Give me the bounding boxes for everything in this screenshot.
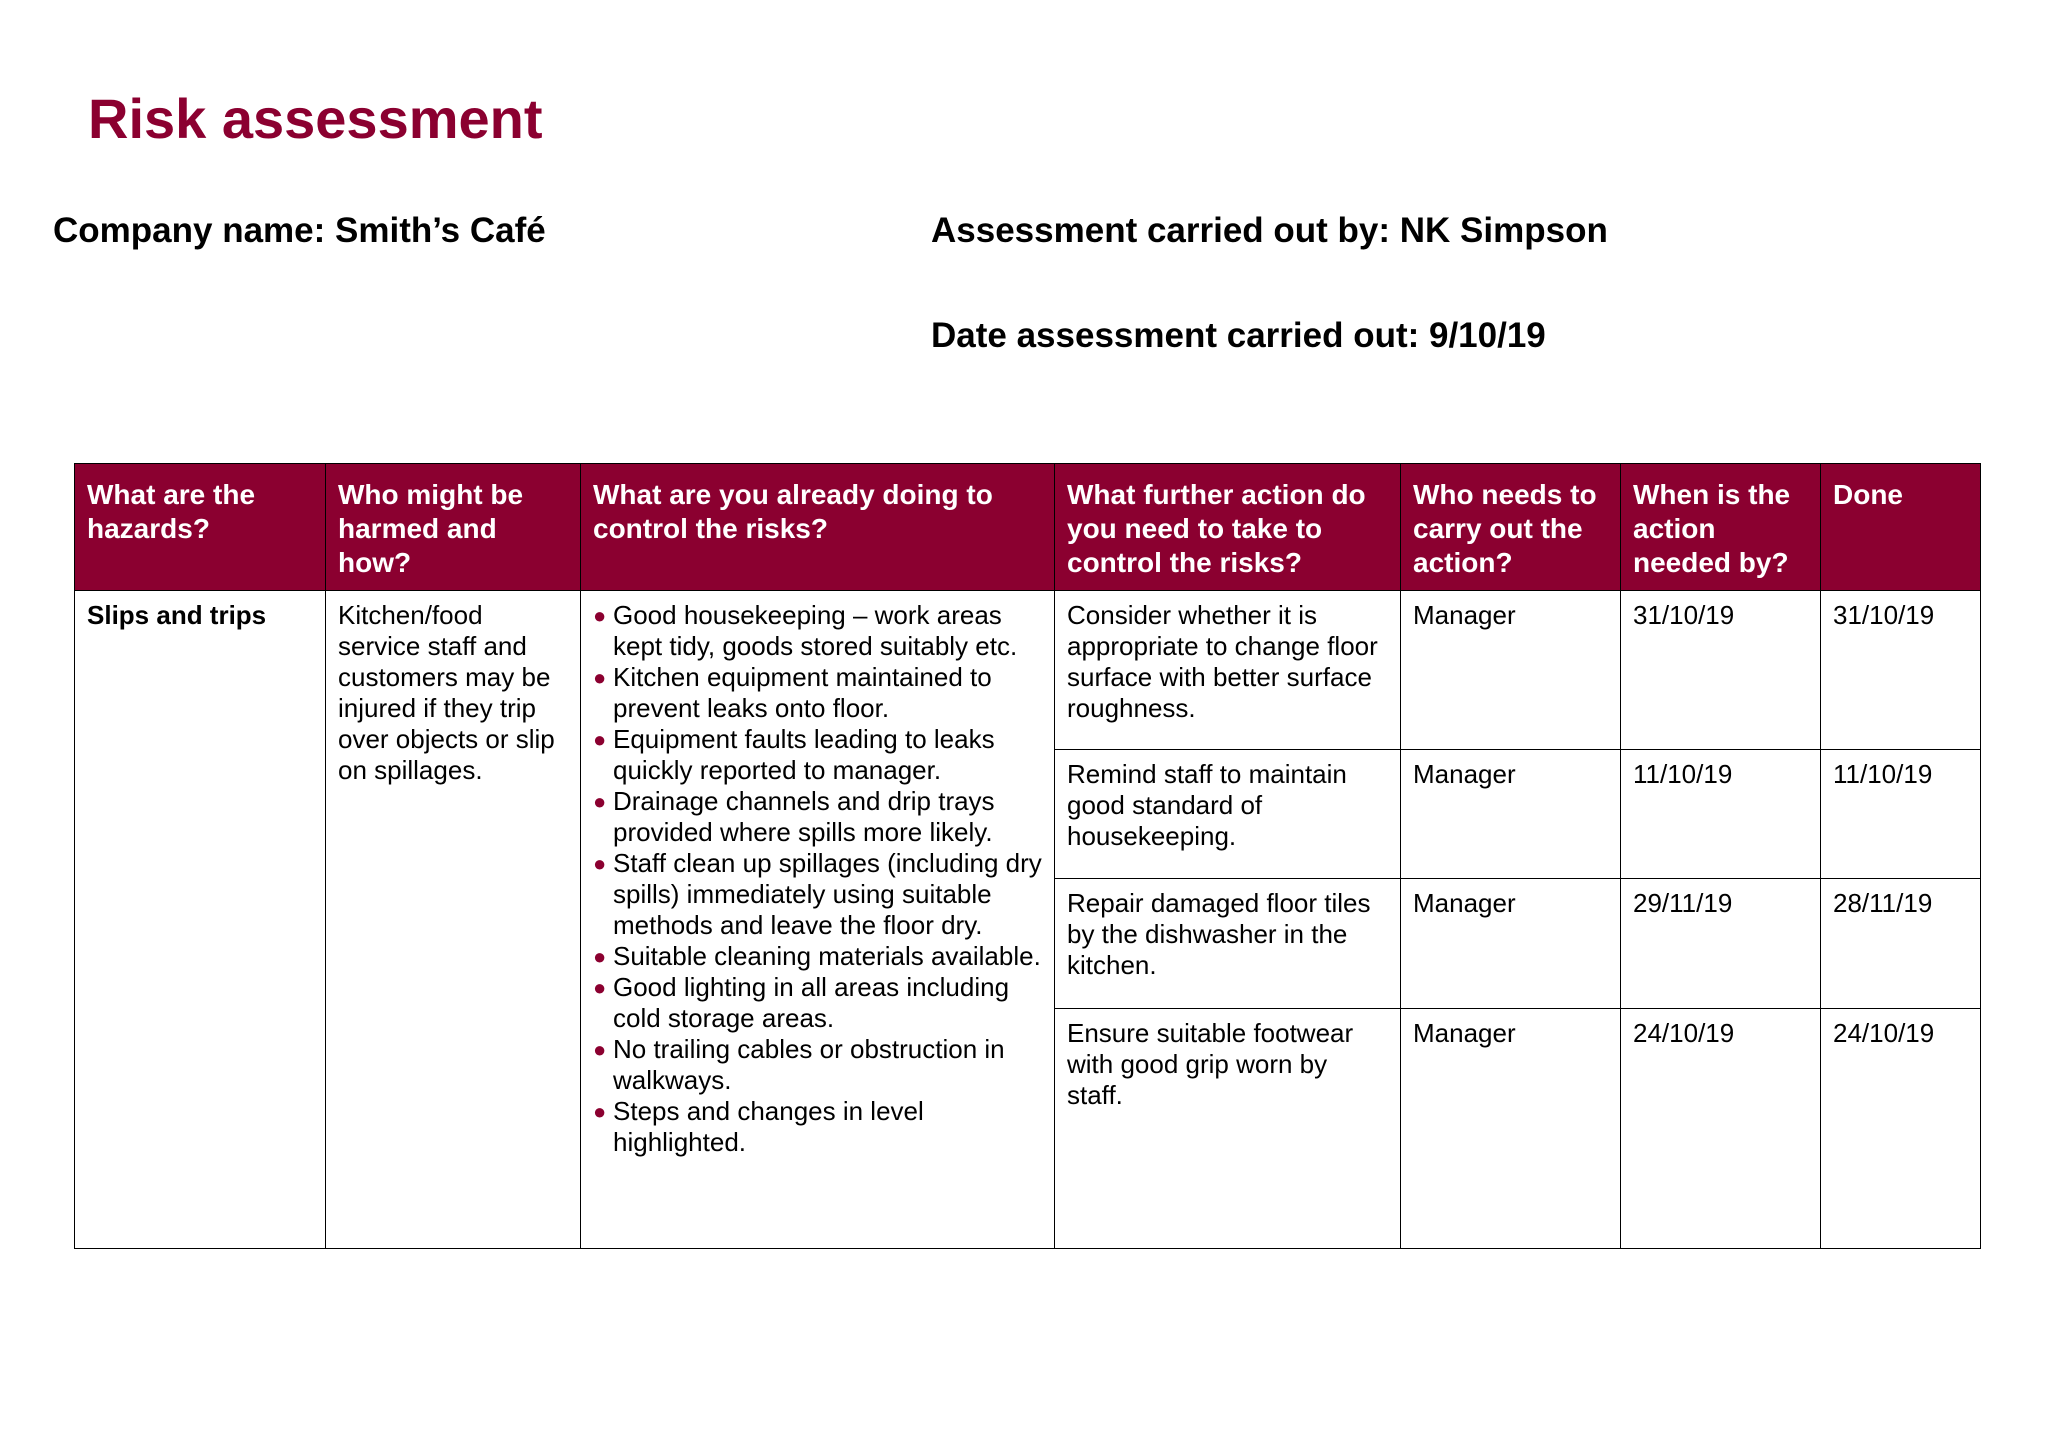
page-title: Risk assessment — [88, 87, 543, 150]
bullet-icon: ● — [593, 603, 607, 628]
header-done: Done — [1821, 464, 1981, 591]
who-cell: Manager — [1401, 591, 1621, 750]
list-item: ● Good housekeeping – work areas kept tidy, goods stored suitably etc. — [593, 600, 1018, 661]
list-item: ● Staff clean up spillages (including dry spills) immediately using suitable methods and leave the floor dry. — [593, 848, 1042, 940]
company-name: Company name: Smith’s Café — [53, 211, 546, 250]
list-item: ● Suitable cleaning materials available. — [593, 941, 1041, 971]
header-further-action: What further action do you need to take to control the risks? — [1055, 464, 1401, 591]
bullet-icon: ● — [593, 975, 607, 1000]
who-cell: Manager — [1401, 879, 1621, 1009]
when-cell: 24/10/19 — [1621, 1009, 1821, 1249]
who-cell: Manager — [1401, 750, 1621, 879]
when-cell: 31/10/19 — [1621, 591, 1821, 750]
bullet-icon: ● — [593, 727, 607, 752]
bullet-icon: ● — [593, 665, 607, 690]
done-cell: 31/10/19 — [1821, 591, 1981, 750]
bullet-icon: ● — [593, 1099, 607, 1124]
table-row — [75, 591, 1981, 750]
header-row — [75, 464, 1981, 591]
action-cell: Consider whether it is appropriate to change floor surface with better surface roughness. — [1055, 591, 1401, 750]
when-cell: 29/11/19 — [1621, 879, 1821, 1009]
bullet-icon: ● — [593, 851, 607, 876]
bullet-icon: ● — [593, 1037, 607, 1062]
controls-cell — [581, 591, 1055, 1249]
action-cell: Repair damaged floor tiles by the dishwasher in the kitchen. — [1055, 879, 1401, 1009]
list-item: ● Steps and changes in level highlighted. — [593, 1096, 924, 1157]
table-header — [75, 464, 1981, 591]
risk-table — [74, 463, 1981, 1249]
assessor: Assessment carried out by: NK Simpson — [931, 211, 1608, 250]
header-current-controls: What are you already doing to control the risks? — [581, 464, 1055, 591]
bullet-icon: ● — [593, 944, 607, 969]
header-hazards: What are the hazards? — [75, 464, 326, 591]
when-cell: 11/10/19 — [1621, 750, 1821, 879]
bullet-icon: ● — [593, 789, 607, 814]
who-cell: Manager — [1401, 1009, 1621, 1249]
list-item: ● No trailing cables or obstruction in walkways. — [593, 1034, 1005, 1095]
header-when: When is the action needed by? — [1621, 464, 1821, 591]
assessment-date: Date assessment carried out: 9/10/19 — [931, 316, 1546, 355]
done-cell: 24/10/19 — [1821, 1009, 1981, 1249]
hazard-cell: Slips and trips — [75, 591, 326, 1249]
header-who-acts: Who needs to carry out the action? — [1401, 464, 1621, 591]
list-item: ● Good lighting in all areas including cold storage areas. — [593, 972, 1010, 1033]
action-cell: Remind staff to maintain good standard of housekeeping. — [1055, 750, 1401, 879]
list-item: ● Drainage channels and drip trays provided where spills more likely. — [593, 786, 995, 847]
controls-list — [593, 600, 1042, 1158]
action-cell: Ensure suitable footwear with good grip worn by staff. — [1055, 1009, 1401, 1249]
list-item: ● Equipment faults leading to leaks quickly reported to manager. — [593, 724, 995, 785]
who-harmed-cell: Kitchen/food service staff and customers may be injured if they trip over objects or slip on spillages. — [326, 591, 581, 1249]
header-who-harmed: Who might be harmed and how? — [326, 464, 581, 591]
done-cell: 11/10/19 — [1821, 750, 1981, 879]
done-cell: 28/11/19 — [1821, 879, 1981, 1009]
list-item: ● Kitchen equipment maintained to prevent leaks onto floor. — [593, 662, 992, 723]
